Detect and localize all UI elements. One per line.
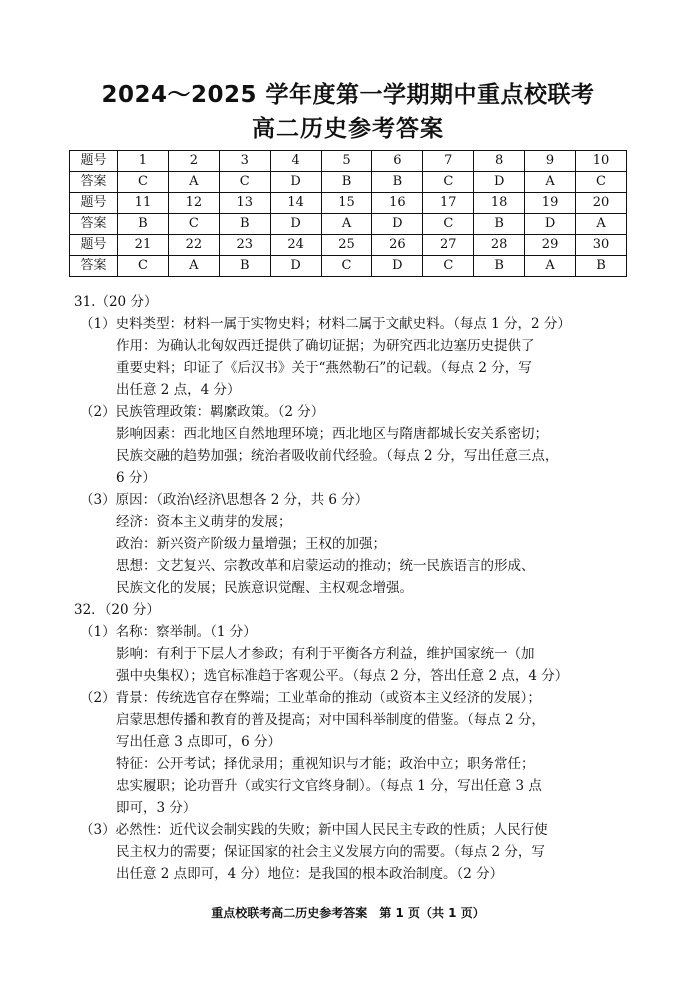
q31-p1-line: 出任意 2 点，4 分） — [116, 382, 241, 398]
answer-table-row — [70, 214, 627, 235]
answer-table-cell: 22 — [168, 235, 219, 256]
q31-p1-line: 重要史料；印证了《后汉书》关于“燕然勒石”的记载。（每点 2 分，写 — [116, 360, 532, 376]
answer-table-cell: 15 — [321, 193, 372, 214]
answer-table-cell: 30 — [576, 235, 627, 256]
answer-body — [74, 291, 634, 885]
answer-table-row-label: 题号 — [70, 151, 118, 172]
answer-table-cell: C — [219, 172, 270, 193]
answer-table-cell: A — [321, 214, 372, 235]
answer-table-cell: C — [321, 256, 372, 277]
answer-table-cell: 8 — [474, 151, 525, 172]
answer-table-cell: D — [372, 256, 423, 277]
answer-table-row — [70, 193, 627, 214]
q31-p3-line: （3）原因：（政治\经济\思想各 2 分，共 6 分） — [80, 492, 369, 508]
q31-p2-line: （2）民族管理政策：羁縻政策。（2 分） — [80, 404, 325, 420]
q31-p3-line: 民族文化的发展；民族意识觉醒、主权观念增强。 — [116, 580, 413, 596]
answer-table-cell: B — [321, 172, 372, 193]
q32-p2-line: 忠实履职；论功晋升（或实行文官终身制）。（每点 1 分，写出任意 3 点 — [116, 778, 542, 794]
answer-table-cell: 6 — [372, 151, 423, 172]
q32-p2-line: 启蒙思想传播和教育的普及提高；对中国科举制度的借鉴。（每点 2 分， — [116, 712, 545, 728]
answer-table-cell: 28 — [474, 235, 525, 256]
answer-table-cell: 23 — [219, 235, 270, 256]
answer-table-cell: D — [525, 214, 576, 235]
answer-table-cell: D — [270, 256, 321, 277]
answer-table-cell: D — [474, 172, 525, 193]
q32-p1-line: 影响：有利于下层人才参政；有利于平衡各方利益，维护国家统一（加 — [116, 646, 535, 662]
answer-table-cell: 29 — [525, 235, 576, 256]
answer-table-cell: 4 — [270, 151, 321, 172]
answer-table-cell: 25 — [321, 235, 372, 256]
answer-table-cell: 7 — [423, 151, 474, 172]
answer-table-cell: 19 — [525, 193, 576, 214]
answer-table-row-label: 题号 — [70, 193, 118, 214]
answer-table-cell: 12 — [168, 193, 219, 214]
q32-p2-line: （2）背景：传统选官存在弊端；工业革命的推动（或资本主义经济的发展）； — [80, 690, 541, 706]
answer-table-cell: C — [118, 256, 169, 277]
q32-p2-line: 特征：公开考试；择优录用；重视知识与才能；政治中立；职务常任； — [116, 756, 535, 772]
answer-table-cell: B — [576, 256, 627, 277]
answer-table-cell: 18 — [474, 193, 525, 214]
q32-p2-line: 写出任意 3 点即可，6 分） — [116, 734, 282, 750]
answer-table-cell: 24 — [270, 235, 321, 256]
answer-table-cell: 1 — [118, 151, 169, 172]
answer-table-cell: C — [168, 214, 219, 235]
answer-table-cell: B — [372, 172, 423, 193]
q32-p3-line: （3）必然性：近代议会制实践的失败；新中国人民民主专政的性质；人民行使 — [80, 822, 548, 838]
answer-table — [69, 150, 627, 277]
answer-table-cell: 26 — [372, 235, 423, 256]
answer-table-row — [70, 151, 627, 172]
q31-heading: 31.（20 分） — [74, 294, 158, 310]
answer-table-cell: B — [474, 256, 525, 277]
answer-table-cell: 17 — [423, 193, 474, 214]
answer-table-cell: C — [423, 172, 474, 193]
answer-table-cell: 3 — [219, 151, 270, 172]
q31-p3-line: 思想：文艺复兴、宗教改革和启蒙运动的推动；统一民族语言的形成、 — [116, 558, 535, 574]
answer-table-cell: D — [270, 214, 321, 235]
q31-p2-line: 6 分） — [116, 470, 156, 486]
q32-p3-line: 民主权力的需要；保证国家的社会主义发展方向的需要。（每点 2 分，写 — [116, 844, 545, 860]
answer-table-cell: C — [423, 256, 474, 277]
answer-table-row-label: 答案 — [70, 172, 118, 193]
answer-table-cell: B — [219, 256, 270, 277]
q32-p2-line: 即可，3 分） — [116, 800, 197, 816]
q31-p1-line: 作用：为确认北匈奴西迁提供了确切证据；为研究西北边塞历史提供了 — [116, 338, 535, 354]
answer-table-cell: 10 — [576, 151, 627, 172]
answer-table-cell: 13 — [219, 193, 270, 214]
answer-table-row-label: 答案 — [70, 214, 118, 235]
q32-p1-line: （1）名称：察举制。（1 分） — [80, 624, 257, 640]
answer-table-row-label: 题号 — [70, 235, 118, 256]
document-subtitle: 高二历史参考答案 — [252, 116, 444, 142]
q32-p1-line: 强中央集权）；选官标准趋于客观公平。（每点 2 分，答出任意 2 点，4 分） — [116, 668, 569, 684]
q32-heading: 32．（20 分） — [74, 602, 160, 618]
q32-p3-line: 出任意 2 点即可，4 分）地位：是我国的根本政治制度。（2 分） — [116, 866, 504, 882]
answer-table-cell: C — [423, 214, 474, 235]
answer-table-row-label: 答案 — [70, 256, 118, 277]
answer-table-row — [70, 235, 627, 256]
answer-table-cell: 9 — [525, 151, 576, 172]
answer-table-row — [70, 256, 627, 277]
page-footer: 重点校联考高二历史参考答案 第 1 页（共 1 页） — [211, 906, 485, 920]
answer-table-cell: A — [168, 172, 219, 193]
answer-table-cell: B — [474, 214, 525, 235]
answer-table-cell: 16 — [372, 193, 423, 214]
answer-table-cell: 2 — [168, 151, 219, 172]
answer-table-cell: 11 — [118, 193, 169, 214]
answer-table-cell: B — [118, 214, 169, 235]
q31-p2-line: 影响因素：西北地区自然地理环境；西北地区与隋唐都城长安关系密切； — [116, 426, 548, 442]
answer-table-cell: B — [219, 214, 270, 235]
answer-table-cell: A — [168, 256, 219, 277]
answer-table-cell: D — [270, 172, 321, 193]
answer-table-cell: A — [525, 172, 576, 193]
q31-p2-line: 民族交融的趋势加强；统治者吸收前代经验。（每点 2 分，写出任意三点， — [116, 448, 559, 464]
answer-table-row — [70, 172, 627, 193]
answer-table-cell: A — [576, 214, 627, 235]
answer-table-cell: 20 — [576, 193, 627, 214]
answer-table-cell: D — [372, 214, 423, 235]
answer-table-cell: 14 — [270, 193, 321, 214]
q31-p3-line: 经济：资本主义萌芽的发展； — [116, 514, 292, 530]
answer-table-body — [70, 151, 627, 277]
answer-table-cell: 5 — [321, 151, 372, 172]
q31-p3-line: 政治：新兴资产阶级力量增强；王权的加强； — [116, 536, 386, 552]
answer-table-cell: 27 — [423, 235, 474, 256]
answer-table-cell: 21 — [118, 235, 169, 256]
q31-p1-line: （1）史料类型：材料一属于实物史料；材料二属于文献史料。（每点 1 分，2 分） — [80, 316, 571, 332]
answer-table-cell: C — [118, 172, 169, 193]
answer-table-cell: A — [525, 256, 576, 277]
document-title: 2024～2025 学年度第一学期期中重点校联考 — [101, 82, 595, 108]
answer-table-cell: C — [576, 172, 627, 193]
